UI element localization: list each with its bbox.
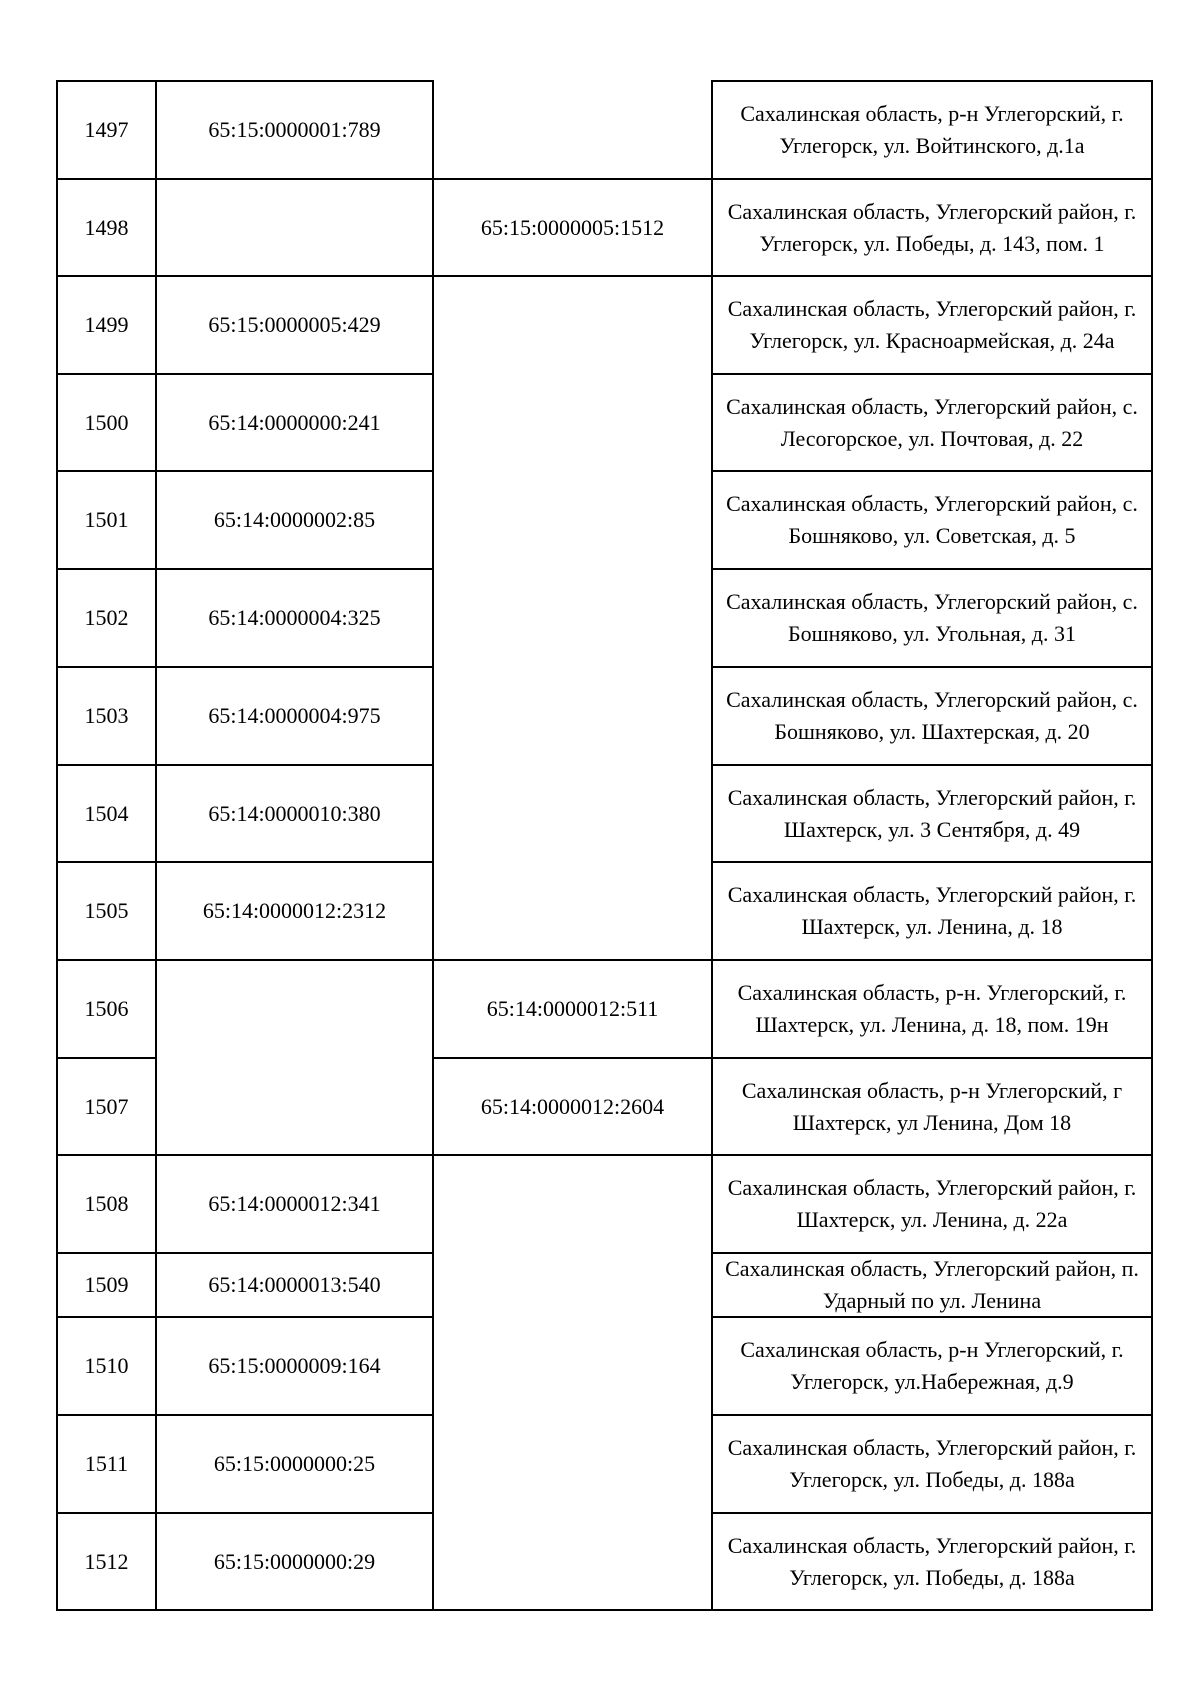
cadastral-number-cell xyxy=(433,569,712,667)
row-number-cell: 1499 xyxy=(84,312,129,337)
row-number-cell: 1502 xyxy=(84,605,129,630)
cadastral-number-cell: 65:15:0000001:789 xyxy=(208,117,381,142)
table-border xyxy=(155,470,434,472)
row-number-cell: 1501 xyxy=(84,507,129,532)
table-border xyxy=(711,373,1153,375)
table-border xyxy=(56,470,157,472)
table-border xyxy=(711,959,1153,961)
table-border xyxy=(155,1154,434,1156)
row-number-cell: 1507 xyxy=(84,1093,129,1119)
table-border xyxy=(56,1154,157,1156)
cadastral-number-cell xyxy=(433,1415,712,1513)
row-number-cell: 1511 xyxy=(84,1451,129,1476)
table-border xyxy=(155,666,434,668)
table-border xyxy=(56,80,157,82)
table-border xyxy=(432,1154,434,1254)
row-number-cell: 1504 xyxy=(84,800,129,826)
row-number-cell: 1498 xyxy=(84,214,129,240)
address-cell: Сахалинская область, Углегорский район, г. Углегорск, ул. Победы, д. 143, пом. 1 xyxy=(727,198,1137,256)
cadastral-number-cell: 65:14:0000004:975 xyxy=(208,703,381,728)
row-number-cell: 1509 xyxy=(84,1272,129,1297)
table-border xyxy=(56,1609,1153,1611)
address-cell: Сахалинская область, р-н Углегорский, г. Углегорск, ул.Набережная, д.9 xyxy=(740,1337,1124,1394)
table-border xyxy=(155,373,434,375)
table-border xyxy=(56,959,157,961)
table-border xyxy=(432,373,434,472)
table-border xyxy=(56,1316,157,1318)
table-border xyxy=(56,764,157,766)
table-border xyxy=(56,80,58,1611)
table-border xyxy=(432,1316,434,1416)
address-cell: Сахалинская область, Углегорский район, г. Углегорск, ул. Победы, д. 188а xyxy=(727,1532,1137,1590)
table-border xyxy=(711,568,1153,570)
table-border xyxy=(432,1252,434,1318)
table-border xyxy=(711,1414,1153,1416)
cadastral-number-cell xyxy=(433,862,712,960)
table-border xyxy=(711,80,713,1611)
table-border xyxy=(432,1057,713,1059)
table-border xyxy=(711,275,1153,277)
address-cell: Сахалинская область, Углегорский район, с. Бошняково, ул. Шахтерская, д. 20 xyxy=(726,687,1138,744)
table-border xyxy=(432,1154,713,1156)
table-border xyxy=(56,178,157,180)
table-border xyxy=(711,80,1153,82)
cadastral-number-cell: 65:14:0000012:341 xyxy=(208,1191,381,1216)
address-cell: Сахалинская область, Углегорский район, п. Ударный по ул. Ленина xyxy=(725,1256,1139,1313)
table-border xyxy=(432,275,713,277)
table-border xyxy=(56,373,157,375)
row-number-cell: 1500 xyxy=(84,409,129,435)
cadastral-number-cell: 65:15:0000009:164 xyxy=(208,1353,381,1378)
address-cell: Сахалинская область, р-н Углегорский, г. Углегорск, ул. Войтинского, д.1а xyxy=(740,101,1124,158)
table-border xyxy=(711,1252,1153,1254)
row-number-cell: 1510 xyxy=(84,1353,129,1378)
cadastral-number-cell: 65:14:0000012:2604 xyxy=(480,1093,665,1119)
table-border xyxy=(432,861,434,961)
cadastral-number-cell xyxy=(433,1317,712,1415)
table-border xyxy=(155,1316,434,1318)
table-border xyxy=(1151,80,1153,1611)
cadastral-number-cell: 65:14:0000013:540 xyxy=(208,1272,381,1297)
address-cell: Сахалинская область, р-н. Углегорский, г. Шахтерск, ул. Ленина, д. 18, пом. 19н xyxy=(737,980,1127,1037)
table-border xyxy=(711,1154,1153,1156)
table-border xyxy=(56,861,157,863)
table-border xyxy=(56,1512,157,1514)
table-border xyxy=(432,1057,434,1156)
table-border xyxy=(56,1057,157,1059)
table-border xyxy=(432,1414,434,1514)
cadastral-number-cell xyxy=(433,471,712,569)
cadastral-number-cell xyxy=(433,667,712,765)
table-border xyxy=(155,80,157,1611)
address-cell: Сахалинская область, Углегорский район, г. Шахтерск, ул. Ленина, д. 22а xyxy=(727,1175,1137,1232)
table-border xyxy=(155,1512,434,1514)
table-border xyxy=(432,1512,434,1611)
row-number-cell: 1503 xyxy=(84,703,129,728)
table-border xyxy=(432,666,434,766)
table-border xyxy=(155,764,434,766)
table-border xyxy=(155,959,434,961)
cadastral-number-cell xyxy=(156,179,433,276)
table-border xyxy=(155,568,434,570)
address-cell: Сахалинская область, р-н Углегорский, г Шахтерск, ул Ленина, Дом 18 xyxy=(741,1077,1123,1135)
table-border xyxy=(711,1316,1153,1318)
cadastral-number-cell xyxy=(156,1058,433,1155)
cadastral-number-cell: 65:14:0000000:241 xyxy=(208,409,381,435)
address-cell: Сахалинская область, Углегорский район, г. Шахтерск, ул. 3 Сентября, д. 49 xyxy=(727,784,1137,842)
table-border xyxy=(56,568,157,570)
row-number-cell: 1508 xyxy=(84,1191,129,1216)
table-border xyxy=(432,470,434,570)
address-cell: Сахалинская область, Углегорский район, с. Бошняково, ул. Угольная, д. 31 xyxy=(726,589,1138,646)
row-number-cell: 1505 xyxy=(84,898,129,923)
table-border xyxy=(711,764,1153,766)
table-border xyxy=(155,1252,434,1254)
address-cell: Сахалинская область, Углегорский район, г. Углегорск, ул. Победы, д. 188а xyxy=(727,1435,1137,1492)
table-border xyxy=(432,959,434,1059)
table-border xyxy=(432,959,713,961)
cadastral-number-cell xyxy=(433,374,712,471)
cadastral-number-cell xyxy=(433,1513,712,1610)
row-number-cell: 1497 xyxy=(84,117,129,142)
cadastral-number-cell xyxy=(156,960,433,1058)
cadastral-number-cell: 65:15:0000000:25 xyxy=(213,1451,376,1476)
cadastral-number-cell xyxy=(433,1253,712,1317)
cadastral-number-cell: 65:15:0000000:29 xyxy=(213,1548,376,1574)
table-border xyxy=(155,861,434,863)
row-number-cell: 1512 xyxy=(84,1548,129,1574)
cadastral-number-cell xyxy=(433,81,712,179)
cadastral-number-cell: 65:15:0000005:1512 xyxy=(480,214,665,240)
cadastral-number-cell xyxy=(433,276,712,374)
table-border xyxy=(432,275,434,375)
table-border xyxy=(432,568,434,668)
cadastral-number-cell: 65:15:0000005:429 xyxy=(208,312,381,337)
table-border xyxy=(155,1414,434,1416)
table-border xyxy=(711,1512,1153,1514)
table-border xyxy=(56,1414,157,1416)
address-cell: Сахалинская область, Углегорский район, г. Углегорск, ул. Красноармейская, д. 24а xyxy=(727,296,1137,353)
table-border xyxy=(155,80,434,82)
table-border xyxy=(711,470,1153,472)
address-cell: Сахалинская область, Углегорский район, г. Шахтерск, ул. Ленина, д. 18 xyxy=(727,882,1137,939)
cadastral-number-cell: 65:14:0000012:2312 xyxy=(202,898,387,923)
cadastral-number-cell xyxy=(433,765,712,862)
row-number-cell: 1506 xyxy=(84,996,129,1021)
table-border xyxy=(155,178,434,180)
cadastral-number-cell: 65:14:0000002:85 xyxy=(213,507,376,532)
cadastral-number-cell: 65:14:0000012:511 xyxy=(486,996,659,1021)
table-border xyxy=(432,178,713,180)
table-border xyxy=(432,764,434,863)
table-border xyxy=(432,80,434,180)
cadastral-number-cell: 65:14:0000004:325 xyxy=(208,605,381,630)
address-cell: Сахалинская область, Углегорский район, с. Лесогорское, ул. Почтовая, д. 22 xyxy=(726,393,1138,451)
table-border xyxy=(56,275,157,277)
cadastral-number-cell xyxy=(433,1155,712,1253)
table-border xyxy=(711,178,1153,180)
table-border xyxy=(56,666,157,668)
table-border xyxy=(711,666,1153,668)
cadastral-number-cell: 65:14:0000010:380 xyxy=(208,800,381,826)
table-border xyxy=(56,1252,157,1254)
table-border xyxy=(711,1057,1153,1059)
table-border xyxy=(432,178,434,277)
address-cell: Сахалинская область, Углегорский район, с. Бошняково, ул. Советская, д. 5 xyxy=(726,491,1138,548)
table-border xyxy=(711,861,1153,863)
table-border xyxy=(155,275,434,277)
